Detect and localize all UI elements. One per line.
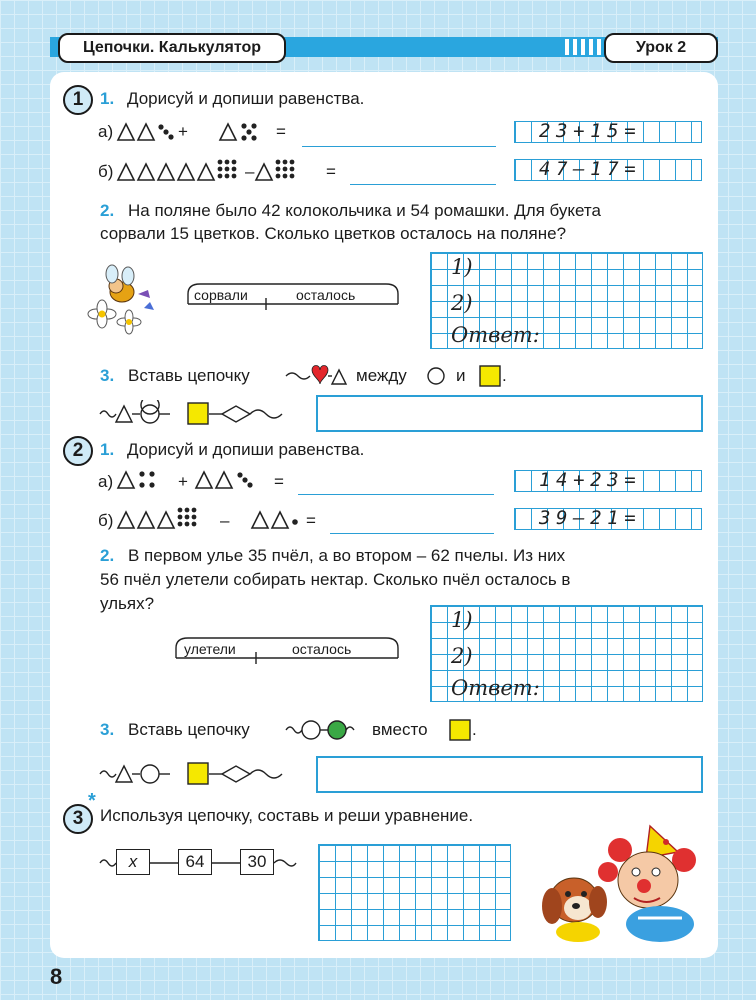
s1-segment-right-label: осталось [296,287,356,303]
s1-a-plus: + [178,122,188,141]
s1-grid-line2: 2) [451,291,473,315]
s1-b-answer-line[interactable] [350,184,496,185]
s3-chain-box-x: x [116,849,150,875]
s2-segment-left-label: улетели [184,641,236,657]
s1-task3-text-b: между [356,366,407,385]
s1-task3-text-a: Вставь цепочку [128,366,250,385]
bee-flowers-icon [78,264,160,336]
s2-segment-right-label: осталось [292,641,352,657]
s1-task3-dot: . [502,366,507,385]
s2-task1-number: 1. [100,440,115,459]
s3-text: Используя цепочку, составь и реши уравнение. [100,806,474,825]
s2-a-answer-cells[interactable] [514,470,702,492]
s1-task3-text-c: и [456,366,466,385]
s3-chain-box-30: 30 [240,849,274,875]
lesson-label: Урок 2 [604,33,718,63]
s2-shape-chain-icon [98,760,284,788]
s2-a-answer-line[interactable] [298,494,494,495]
s1-b-eq: = [326,162,336,181]
s2-a-handwritten: 14+23= [539,469,642,491]
s2-b-eq: = [306,511,316,530]
s2-b-label: б) [98,511,114,530]
section-3-number: 3 [63,804,93,834]
s1-a-answer-cells[interactable] [514,121,702,143]
circle-shape-icon [426,366,446,386]
s2-task3-answer-box[interactable] [316,756,703,793]
s2-a-eq: = [274,472,284,491]
s2-a-plus: + [178,472,188,491]
s2-solution-grid[interactable] [430,605,703,702]
s2-b-answer-line[interactable] [330,533,494,534]
s2-task2-number: 2. [100,546,115,565]
s1-segment-left-label: сорвали [194,287,248,303]
s1-task3-number: 3. [100,366,115,385]
section-3-star: * [88,790,96,812]
s1-a-handwritten: 23+15= [539,120,642,142]
s2-task2-line3: ульях? [100,594,155,613]
clown-and-dog-icon [538,822,704,944]
s2-task2-line2: 56 пчёл улетели собирать нектар. Сколько пчёл осталось в [100,570,571,589]
s1-task1-number: 1. [100,89,115,108]
s2-task3-dot: . [472,720,477,739]
s2-b-answer-cells[interactable] [514,508,702,530]
s2-task3-number: 3. [100,720,115,739]
s1-task2-line1: На поляне было 42 колокольчика и 54 ромашки. Для букета [128,201,601,220]
s1-grid-answer: Ответ: [451,323,540,347]
s2-a-dot-expression-icon [116,466,276,494]
s2-task2-line1: В первом улье 35 пчёл, а во втором – 62 пчелы. Из них [128,546,566,565]
s1-solution-grid[interactable] [430,252,703,349]
s2-task3-text-b: вместо [372,720,428,739]
s1-b-minus: – [245,162,255,181]
s2-b-handwritten: 39–21= [539,507,642,529]
s2-grid-line2: 2) [451,644,473,668]
s1-b-answer-cells[interactable] [514,159,702,181]
s2-grid-line1: 1) [451,608,473,632]
header-stripes [565,39,605,55]
yellow-square-icon [479,365,501,387]
s1-b-label: б) [98,162,114,181]
page-number: 8 [50,964,63,989]
s1-task2-number: 2. [100,201,115,220]
s1-a-eq: = [276,122,286,141]
s3-solution-grid[interactable] [318,844,511,941]
s2-task1-text: Дорисуй и допиши равенства. [127,440,365,459]
page-title: Цепочки. Калькулятор [58,33,286,63]
s1-b-dot-expression-icon [116,156,336,186]
s2-grid-answer: Ответ: [451,676,540,700]
heart-triangle-chain-icon [284,362,350,390]
s3-chain-box-64: 64 [178,849,212,875]
s1-b-handwritten: 47–17= [539,158,642,180]
s2-b-dot-expression-icon [116,504,316,534]
s1-grid-line1: 1) [451,255,473,279]
section-2-number: 2 [63,436,93,466]
s1-task1-text: Дорисуй и допиши равенства. [127,89,365,108]
s2-a-label: а) [98,472,114,491]
section-1-number: 1 [63,85,93,115]
s1-a-answer-line[interactable] [302,146,496,147]
s1-task3-answer-box[interactable] [316,395,703,432]
yellow-square-icon-2 [449,719,471,741]
s1-a-label: а) [98,122,114,141]
s2-b-minus: – [220,511,230,530]
s1-task2-line2: сорвали 15 цветков. Сколько цветков осталось на поляне? [100,224,567,243]
s1-shape-chain-icon [98,400,284,428]
s2-task3-text-a: Вставь цепочку [128,720,250,739]
two-circles-chain-icon [284,716,358,744]
s1-a-dot-expression-icon [116,118,292,146]
